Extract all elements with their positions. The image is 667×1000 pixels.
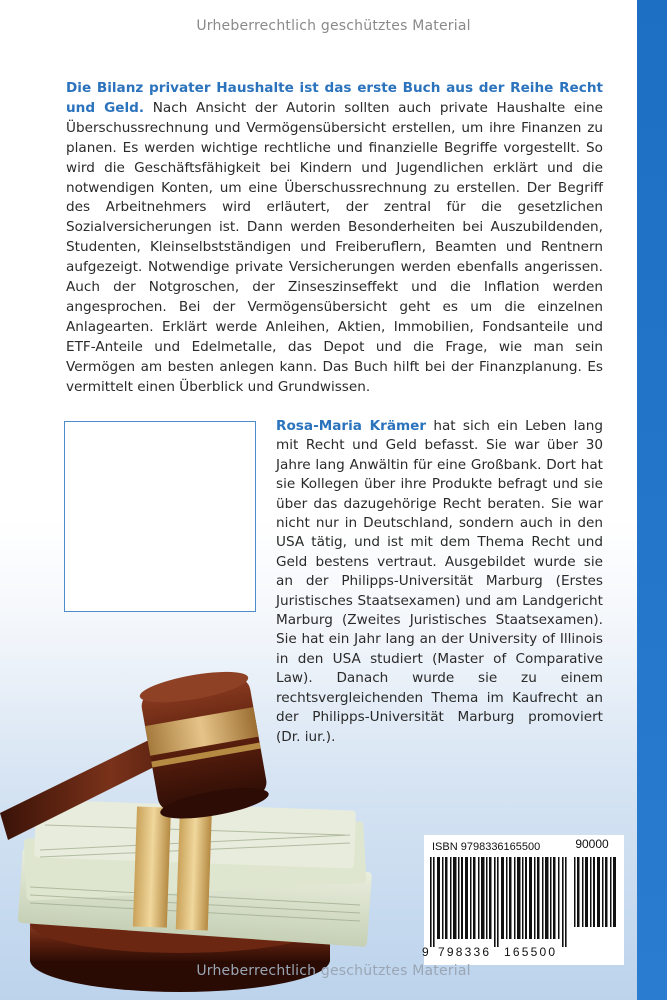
blurb-lead: Die Bilanz privater Haushalte ist das erste Buch aus der Reihe Recht und Geld.	[66, 80, 603, 116]
spine-stripe	[637, 0, 667, 1000]
barcode-bars	[430, 857, 568, 947]
isbn-label: ISBN 9798336165500	[432, 841, 541, 853]
barcode-addon-digits: 90000	[575, 837, 609, 851]
barcode-digits-right: 165500	[504, 945, 558, 959]
book-blurb	[66, 79, 603, 398]
isbn-barcode	[424, 835, 624, 965]
gavel-money-illustration	[0, 655, 420, 1000]
barcode-digits-left: 798336	[438, 945, 492, 959]
author-photo-frame	[64, 421, 256, 612]
author-bio-text: hat sich ein Leben lang mit Recht und Geld befasst. Sie war über 30 Jahre lang Anwältin für eine Großbank. Dort hat sie Kollegen über ihre Produkte befragt und sie über das dazugehörige Recht beraten. Sie war nicht nur in Deutschland, sondern auch in den USA tätig, und ist mit dem Thema Recht und Geld bestens vertraut. Ausgebildet wurde sie an der Philipps-Universität Marburg (Erstes Juristisches Staatsexamen) und am Landgericht Marburg (Zweites Juristisches Staatsexamen). Sie hat ein Jahr lang an der University of Illinois in den USA studiert (Master of Comparative Law). Danach wurde sie zu einem rechtsvergleichenden Thema im Kaufrecht an der Philipps-Universität Marburg promoviert (Dr. iur.).	[276, 418, 603, 745]
barcode-first-digit: 9	[422, 945, 429, 959]
watermark-top: Urheberrechtlich geschütztes Material	[196, 18, 471, 34]
blurb-body: Nach Ansicht der Autorin sollten auch private Haushalte eine Überschussrechnung und Vermögensübersicht erstellen, um ihre Finanzen zu planen. Es werden wichtige rechtliche und finanzielle Begriffe vorgestellt. So wird die Geschäftsfähigkeit bei Kindern und Jugendlichen erklärt und die notwendigen Konten, um eine Überschussrechnung zu erstellen. Der Begriff des Arbeitnehmers wird erläutert, der zentral für die gesetzlichen Sozialversicherungen ist. Dann werden Besonderheiten bei Auszubildenden, Studenten, Kleinselbstständigen und Freiberuflern, Beamten und Rentnern aufgezeigt. Notwendige private Versicherungen werden ebenfalls angerissen. Auch der Notgroschen, der Zinseszinseffekt und die Inflation werden angesprochen. Bei der Vermögensübersicht geht es um die einzelnen Anlagearten. Erklärt werde Anleihen, Aktien, Immobilien, Fondsanteile und ETF-Anteile und Edelmetalle, das Depot und die Frage, wie man sein Vermögen am besten anlegen kann. Das Buch hilft bei der Finanzplanung. Es vermittelt einen Überblick und Grundwissen.	[66, 99, 603, 395]
watermark-bottom: Urheberrechtlich geschütztes Material	[196, 963, 471, 979]
barcode-addon-bars	[574, 857, 618, 927]
author-name: Rosa-Maria Krämer	[276, 418, 427, 434]
